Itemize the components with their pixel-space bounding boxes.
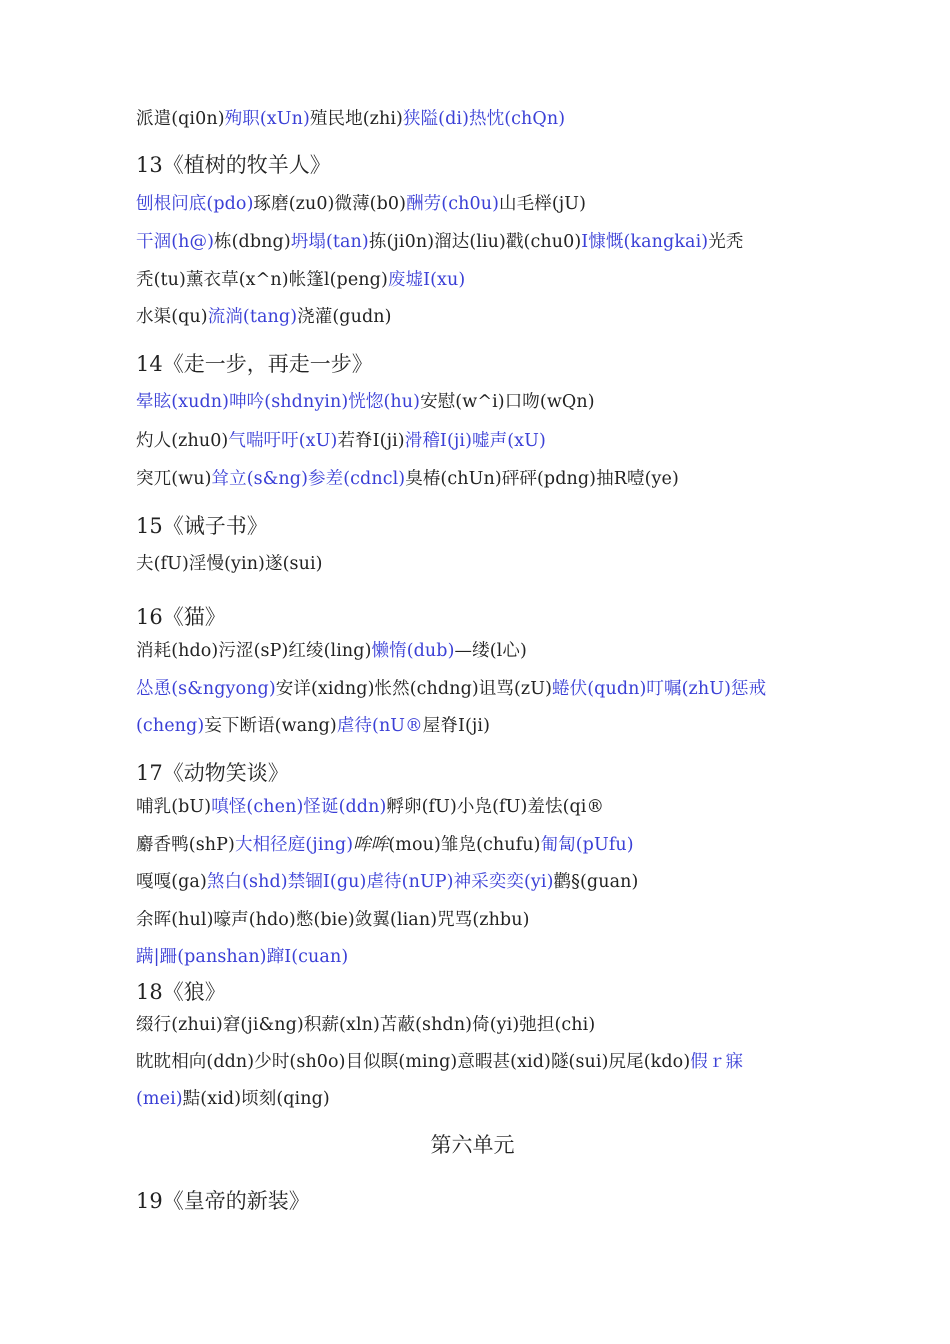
vocab-term: 殖民地(zhi) <box>309 109 403 129</box>
vocab-term-highlight: 废墟I(xu) <box>387 270 466 290</box>
vocab-line <box>136 870 638 894</box>
vocab-term-highlight: 怂恿(s&ngyong) <box>136 679 276 699</box>
vocab-term: 灼人(zhu0) <box>136 431 229 451</box>
vocab-term: 派遣(qi0n) <box>136 109 225 129</box>
vocab-term: 哺乳(bU) <box>136 797 212 817</box>
vocab-term: 琢磨(zu0)微薄(b0) <box>253 194 407 214</box>
vocab-term-highlight: 耸立(s&ng)参差(cdncl) <box>211 469 406 489</box>
vocab-term: 妄下断语(wang) <box>204 716 337 736</box>
vocab-term-highlight: 晕眩(xudn)呻吟(shdnyin)恍惚(hu) <box>136 392 421 412</box>
vocab-term: 嘎嘎(ga) <box>136 872 207 892</box>
vocab-term: (mou)雏凫(chufu) <box>388 835 541 855</box>
vocab-term-highlight: (cheng) <box>136 716 205 736</box>
lesson-heading: 17《动物笑谈》 <box>136 761 289 785</box>
vocab-term-highlight: 流淌(tang) <box>207 307 298 327</box>
vocab-term-highlight: 滑稽I(ji)嘘声(xU) <box>404 431 546 451</box>
vocab-term-highlight: 酬劳(ch0u) <box>406 194 500 214</box>
vocab-term: 屋脊I(ji) <box>422 716 491 736</box>
lesson-heading: 13《植树的牧羊人》 <box>136 153 331 177</box>
vocab-line <box>136 677 766 701</box>
vocab-term-highlight: 蹒|跚(panshan)蹿I(cuan) <box>136 947 349 967</box>
vocab-line <box>136 1013 595 1037</box>
vocab-term: 消耗(hdo)污涩(sP)红绫(ling) <box>136 641 372 661</box>
vocab-term: 夫(fU)淫慢(yin)遂(sui) <box>136 554 323 574</box>
vocab-term-highlight: (mei) <box>136 1089 183 1109</box>
vocab-line <box>136 305 392 329</box>
lesson-heading: 14《走一步，再走一步》 <box>136 352 373 376</box>
vocab-term-highlight: 蜷伏(qudn)叮嘱(zhU)惩戒 <box>552 679 767 699</box>
vocab-term: 孵卵(fU)小凫(fU)羞怯(qi® <box>386 797 605 817</box>
vocab-term-highlight: 狭隘(di)热忱(chQn) <box>402 109 566 129</box>
vocab-term-highlight: 气喘吁吁(xU) <box>228 431 338 451</box>
vocab-term: 水渠(qu) <box>136 307 208 327</box>
vocab-term: 鹳§(guan) <box>553 872 639 892</box>
vocab-term-highlight: 假ｒ寐 <box>690 1052 744 1072</box>
vocab-line <box>136 1087 330 1111</box>
vocab-term: 眈眈相向(ddn)少时(sh0o)目似瞑(ming)意暇甚(xid)隧(sui)尻尾(kdo) <box>136 1052 691 1072</box>
vocab-line <box>136 107 565 131</box>
vocab-line <box>136 945 348 969</box>
vocab-term: 光秃 <box>708 232 744 252</box>
vocab-line <box>136 552 323 576</box>
vocab-term-highlight: I慷慨(kangkai) <box>581 232 709 252</box>
vocab-line <box>136 908 530 932</box>
lesson-heading: 18《狼》 <box>136 980 226 1004</box>
vocab-term: 缀行(zhui)窘(ji&ng)积薪(xln)苫蔽(shdn)倚(yi)弛担(chi) <box>136 1015 596 1035</box>
vocab-line <box>136 390 595 414</box>
vocab-line <box>136 795 604 819</box>
vocab-term: 安详(xidng)怅然(chdng)诅骂(zU) <box>275 679 553 699</box>
vocab-term-highlight: 刨根问底(pdo) <box>136 194 254 214</box>
vocab-term-highlight: 大相径庭(jing) <box>234 835 354 855</box>
vocab-term: 若脊I(ji) <box>337 431 405 451</box>
vocab-line <box>136 1050 743 1074</box>
vocab-line <box>136 230 743 254</box>
lesson-heading: 16《猫》 <box>136 605 226 629</box>
vocab-term-highlight: 煞白(shd)禁锢I(gu)虐待(nUP)神采奕奕(yi) <box>206 872 554 892</box>
vocab-line <box>136 268 465 292</box>
vocab-line <box>136 639 527 663</box>
vocab-term-highlight: 嗔怪(chen)怪诞(ddn) <box>211 797 387 817</box>
lesson-heading: 19《皇帝的新装》 <box>136 1189 310 1213</box>
vocab-term: 哞哞 <box>353 835 389 855</box>
vocab-term-highlight: 殉职(xUn) <box>224 109 310 129</box>
vocab-line <box>136 833 634 857</box>
vocab-line <box>136 192 586 216</box>
vocab-term-highlight: 匍匐(pUfu) <box>540 835 634 855</box>
vocab-line <box>136 467 679 491</box>
vocab-line <box>136 714 490 738</box>
vocab-line <box>136 429 546 453</box>
vocab-term-highlight: 干涸(h@) <box>136 232 215 252</box>
vocab-term: 山毛榉(jU) <box>499 194 587 214</box>
vocab-term: 黠(xid)顷刻(qing) <box>182 1089 330 1109</box>
vocab-term-highlight: 坍塌(tan) <box>290 232 369 252</box>
vocab-term: —缕(l心) <box>454 641 527 661</box>
lesson-heading: 15《诫子书》 <box>136 514 268 538</box>
vocab-term: 秃(tu)薰衣草(x^n)帐篷l(peng) <box>136 270 388 290</box>
vocab-term: 安慰(w^i)口吻(wQn) <box>420 392 595 412</box>
vocab-term: 麝香鸭(shP) <box>136 835 235 855</box>
vocab-term-highlight: 虐待(nU® <box>336 716 423 736</box>
vocab-term-highlight: 懒惰(dub) <box>371 641 455 661</box>
unit-title: 第六单元 <box>430 1133 515 1157</box>
vocab-term: 臭椿(chUn)砰砰(pdng)抽R噎(ye) <box>405 469 679 489</box>
vocab-term: 余晖(hul)嚎声(hdo)憋(bie)敛翼(lian)咒骂(zhbu) <box>136 910 530 930</box>
vocab-term: 拣(ji0n)溜达(liu)戳(chu0) <box>368 232 582 252</box>
vocab-term: 突兀(wu) <box>136 469 212 489</box>
vocab-term: 栋(dbng) <box>214 232 291 252</box>
vocab-term: 浇灌(gudn) <box>297 307 392 327</box>
